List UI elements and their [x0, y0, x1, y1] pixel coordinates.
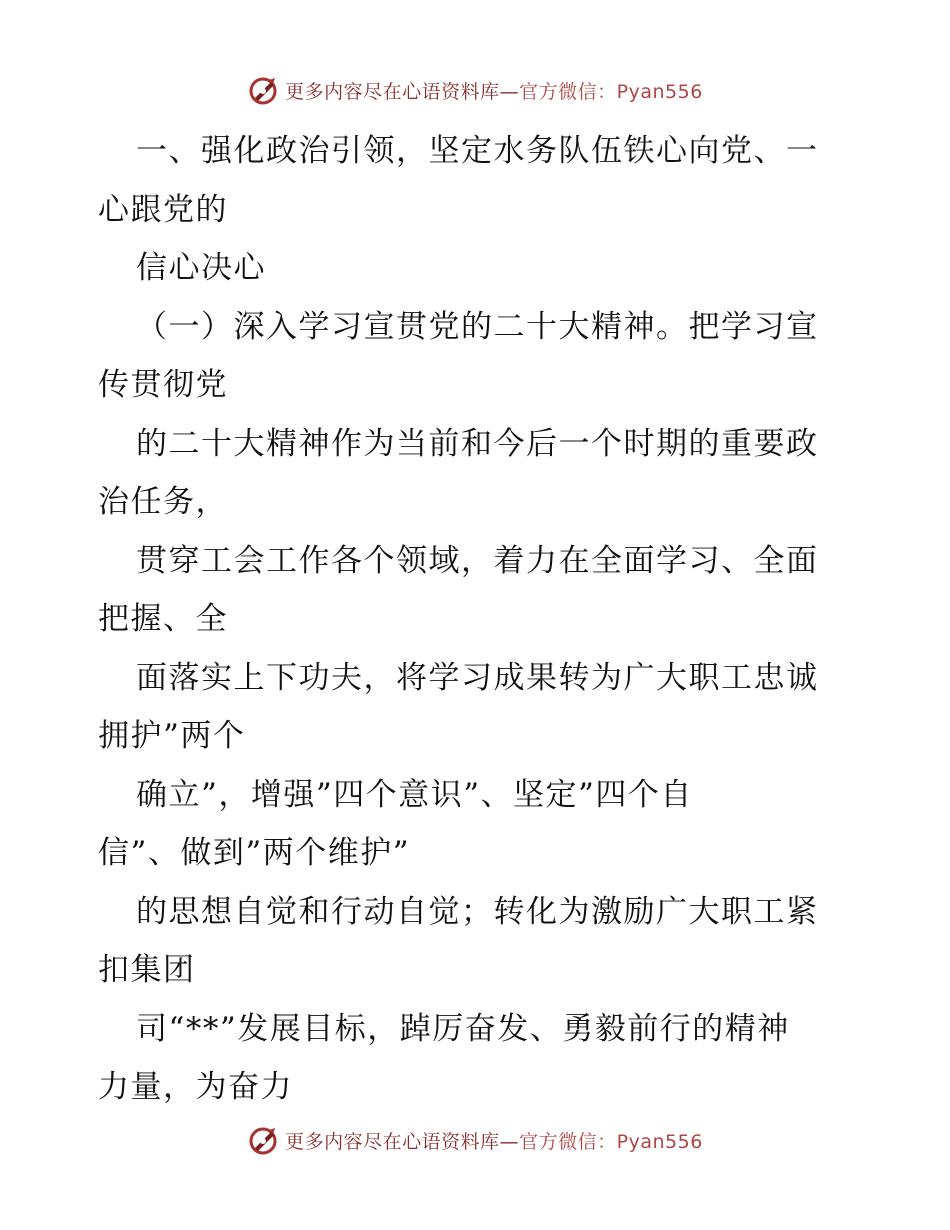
text-line: （一）深入学习宣贯党的二十大精神。把学习宣 [136, 308, 819, 345]
text-line: 把握、全 [98, 601, 228, 637]
watermark-site: 更多内容尽在心语资料库 [285, 80, 500, 103]
text-line: 扣集团 [98, 952, 196, 988]
text-line: 司“**”发展目标，踔厉奋发、勇毅前行的精神 [136, 1010, 790, 1047]
watermark-dash: — [499, 1130, 520, 1153]
watermark-wechat: 官方微信：Pyan556 [519, 1130, 703, 1153]
text-line: 拥护”两个 [98, 718, 246, 754]
text-line: 信”、做到”两个维护” [98, 835, 411, 871]
text-line: 信心决心 [136, 250, 266, 286]
text-line: 治任务， [98, 484, 228, 520]
text-line: 力量，为奋力 [98, 1069, 293, 1105]
header-watermark [0, 72, 950, 108]
watermark-wechat: 官方微信：Pyan556 [519, 80, 703, 103]
text-line: 一、强化政治引领，坚定水务队伍铁心向党、一 [136, 133, 819, 169]
quill-logo-icon [247, 74, 279, 106]
text-line: 面落实上下功夫，将学习成果转为广大职工忠诚 [136, 659, 819, 696]
watermark-site: 更多内容尽在心语资料库 [285, 1130, 500, 1153]
footer-watermark [0, 1122, 950, 1158]
text-line: 传贯彻党 [98, 367, 228, 403]
document-body [98, 122, 858, 1117]
text-line: 心跟党的 [98, 191, 228, 228]
text-line: 的思想自觉和行动自觉；转化为激励广大职工紧 [136, 893, 819, 930]
text-line: 贯穿工会工作各个领域，着力在全面学习、全面 [136, 542, 819, 579]
watermark-text [285, 1127, 703, 1154]
text-line: 确立”，增强”四个意识”、坚定”四个自 [136, 776, 693, 813]
text-line: 的二十大精神作为当前和今后一个时期的重要政 [136, 425, 819, 462]
quill-logo-icon [247, 1124, 279, 1156]
watermark-text [285, 77, 703, 104]
watermark-dash: — [499, 80, 520, 103]
